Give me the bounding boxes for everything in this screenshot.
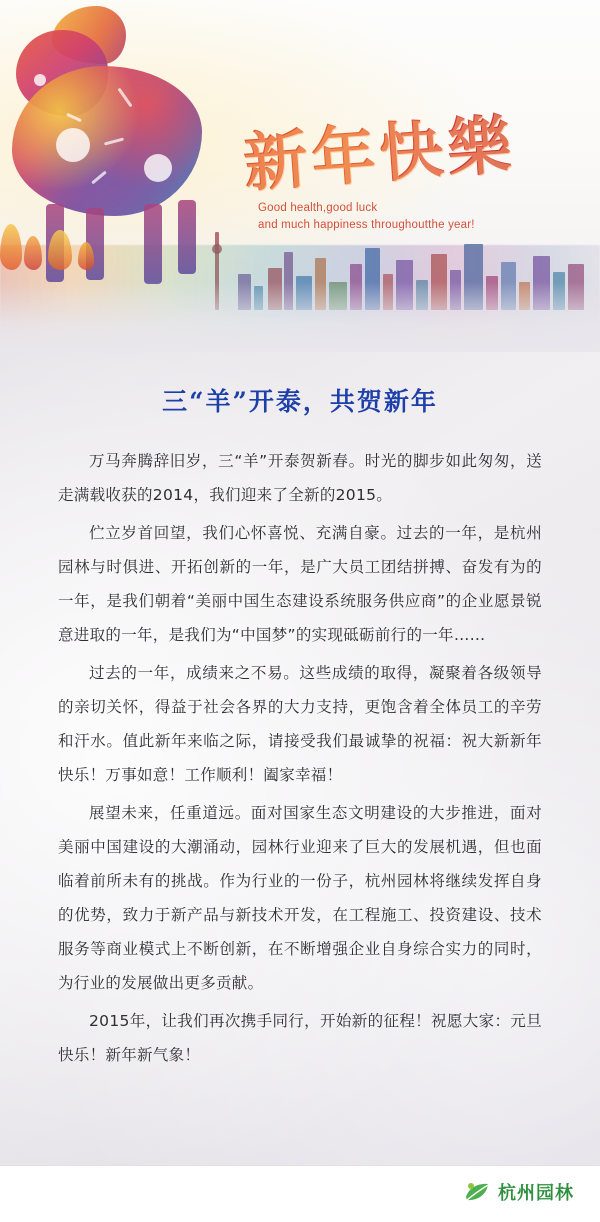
paragraph: 展望未来，任重道远。面对国家生态文明建设的大步推进，面对美丽中国建设的大潮涌动，园林行业迎来了巨大的发展机遇，但也面临着前所未有的挑战。作为行业的一份子，杭州园林将继续发挥自身的优势，致力于新产品与新技术开发，在工程施工、投资建设、技术服务等商业模式上不断创新，在不断增强企业自身综合实力的同时，为行业的发展做出更多贡献。 [58,804,542,992]
greeting-line-1: Good health,good luck [258,202,378,214]
paragraph: 万马奔腾辞旧岁，三“羊”开泰贺新春。时光的脚步如此匆匆，送走满载收获的2014，我们迎来了全新的2015。 [58,452,542,504]
paragraph: 过去的一年，成绩来之不易。这些成绩的取得，凝聚着各级领导的亲切关怀，得益于社会各界的大力支持，更饱含着全体员工的辛劳和汗水。值此新年来临之际，请接受我们最诚挚的祝福：祝大新新年快乐！万事如意！工作顺利！阖家幸福！ [58,664,542,784]
paragraph: 2015年，让我们再次携手同行，开始新的征程！祝愿大家：元旦快乐！新年新气象！ [58,1012,542,1064]
hero-fade-overlay [0,282,600,352]
article-body [0,352,600,1076]
leaf-icon [463,1179,491,1205]
calligraphy-headline: 新年快樂 [240,92,546,209]
paper-cut-goat-icon [0,8,244,308]
hero-banner [0,0,600,352]
paragraph: 伫立岁首回望，我们心怀喜悦、充满自豪。过去的一年，是杭州园林与时俱进、开拓创新的一年，是广大员工团结拼搏、奋发有为的一年，是我们朝着“美丽中国生态建设系统服务供应商”的企业愿景锐意进取的一年，是我们为“中国梦”的实现砥砺前行的一年…… [58,524,542,644]
logo-text: 杭州园林 [498,1183,574,1204]
company-logo [463,1179,574,1205]
page-title: 三“羊”开泰，共贺新年 [162,387,438,416]
greeting-line-2: and much happiness throughoutthe year! [258,219,475,231]
footer-bar [0,1165,600,1222]
english-greeting [258,200,558,234]
